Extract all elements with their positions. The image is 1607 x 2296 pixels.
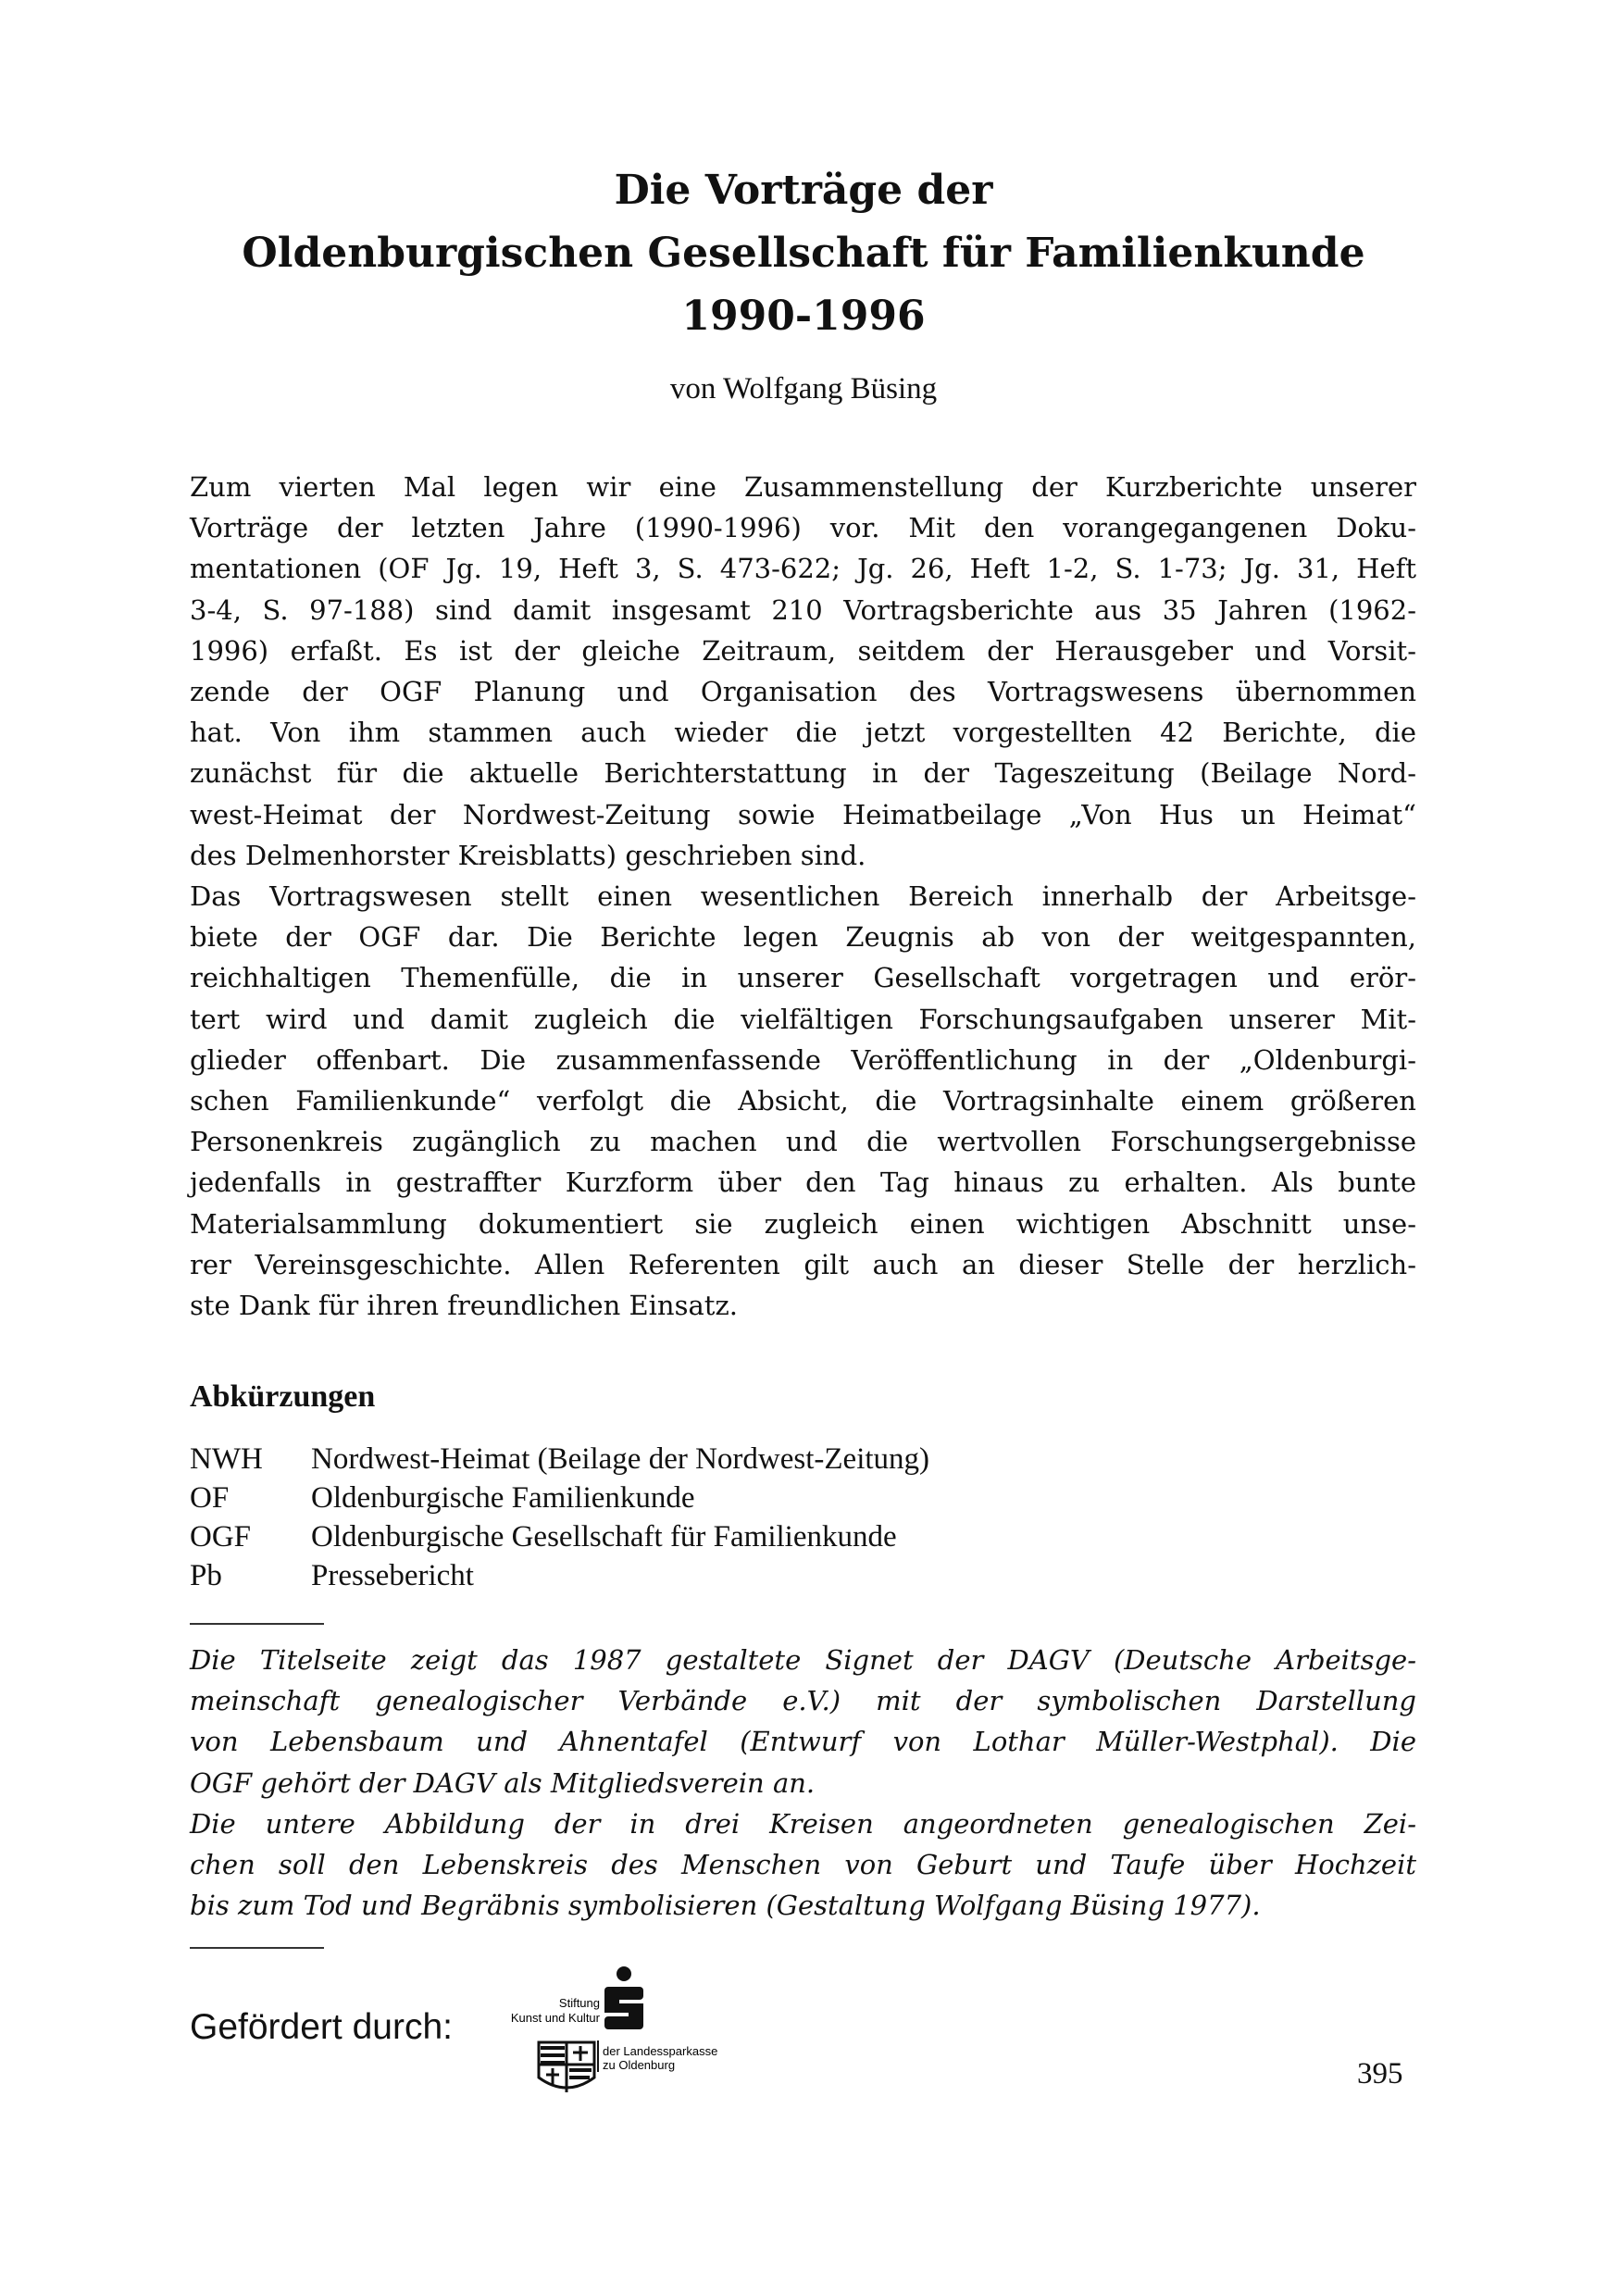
- page-title: [0, 159, 1607, 348]
- body-line: Personenkreis zugänglich zu machen und die wertvollen Forschungsergebnisse: [190, 1126, 1416, 1158]
- logo-text-art-culture: Kunst und Kultur: [510, 2011, 600, 2025]
- abbreviation-key: OF: [190, 1481, 230, 1515]
- body-line: hat. Von ihm stammen auch wieder die jetzt vorgestellten 42 Berichte, die: [190, 717, 1416, 749]
- title-line-2: Oldenburgischen Gesellschaft für Familienkunde: [242, 230, 1365, 277]
- logo-text-city: zu Oldenburg: [603, 2058, 676, 2072]
- body-line: tert wird und damit zugleich die vielfältigen Forschungsaufgaben unserer Mit-: [190, 1003, 1416, 1035]
- sponsor-label: Gefördert durch:: [190, 2007, 453, 2047]
- caption-line: Die Titelseite zeigt das 1987 gestaltete Signet der DAGV (Deutsche Arbeitsge-: [190, 1644, 1416, 1676]
- title-line-1: Die Vorträge der: [614, 167, 993, 214]
- body-line: Materialsammlung dokumentiert sie zugleich einen wichtigen Abschnitt unse-: [190, 1207, 1416, 1240]
- body-line: glieder offenbart. Die zusammenfassende Veröffentlichung in der „Oldenburgi-: [190, 1043, 1416, 1076]
- abbreviation-key: OGF: [190, 1520, 252, 1554]
- logo-text-bank: der Landessparkasse: [603, 2044, 718, 2058]
- logo-text-foundation: Stiftung: [558, 1996, 600, 2010]
- abbreviation-value: Oldenburgische Familienkunde: [311, 1481, 695, 1515]
- abbreviation-key: Pb: [190, 1559, 222, 1592]
- caption-line: bis zum Tod und Begräbnis symbolisieren (Gestaltung Wolfgang Büsing 1977).: [190, 1890, 1261, 1922]
- body-line: schen Familienkunde“ verfolgt die Absicht, die Vortragsinhalte einem größeren: [190, 1085, 1416, 1117]
- abbreviation-value: Nordwest-Heimat (Beilage der Nordwest-Zeitung): [311, 1442, 930, 1476]
- author-line: von Wolfgang Büsing: [669, 372, 938, 406]
- separator-rule: [190, 1947, 324, 1949]
- intro-paragraph: [190, 467, 1416, 1326]
- abbreviations-heading: Abkürzungen: [190, 1379, 376, 1414]
- body-line: ste Dank für ihren freundlichen Einsatz.: [190, 1290, 738, 1322]
- body-line: mentationen (OF Jg. 19, Heft 3, S. 473-622; Jg. 26, Heft 1-2, S. 1-73; Jg. 31, Heft: [190, 553, 1416, 585]
- sparkasse-logo-icon: [481, 1963, 759, 2102]
- body-line: des Delmenhorster Kreisblatts) geschrieben sind.: [190, 839, 866, 871]
- separator-rule: [190, 1623, 324, 1625]
- abbreviation-key: NWH: [190, 1442, 263, 1476]
- body-line: 1996) erfaßt. Es ist der gleiche Zeitraum, seitdem der Herausgeber und Vorsit-: [190, 634, 1416, 667]
- body-line: Das Vortragswesen stellt einen wesentlichen Bereich innerhalb der Arbeitsge-: [190, 880, 1416, 913]
- body-line: 3-4, S. 97-188) sind damit insgesamt 210 Vortragsberichte aus 35 Jahren (1962-: [190, 593, 1416, 626]
- body-line: reichhaltigen Themenfülle, die in unserer Gesellschaft vorgetragen und erör-: [190, 962, 1416, 994]
- cover-caption: [190, 1640, 1416, 1926]
- abbreviations-list: [190, 1440, 929, 1595]
- caption-line: chen soll den Lebenskreis des Menschen von Geburt und Taufe über Hochzeit: [190, 1849, 1416, 1881]
- body-line: jedenfalls in gestraffter Kurzform über den Tag hinaus zu erhalten. Als bunte: [190, 1167, 1416, 1199]
- body-line: zende der OGF Planung und Organisation des Vortragswesens übernommen: [190, 676, 1416, 708]
- sparkasse-foundation-logo: [481, 1963, 759, 2105]
- caption-line: OGF gehört der DAGV als Mitgliedsverein an.: [190, 1766, 816, 1799]
- body-line: rer Vereinsgeschichte. Allen Referenten gilt auch an dieser Stelle der herzlich-: [190, 1248, 1416, 1280]
- body-line: zunächst für die aktuelle Berichterstattung in der Tageszeitung (Beilage Nord-: [190, 757, 1416, 790]
- abbreviation-value: Oldenburgische Gesellschaft für Familienkunde: [311, 1520, 897, 1554]
- abbreviation-row: [190, 1440, 929, 1479]
- body-line: Zum vierten Mal legen wir eine Zusammenstellung der Kurzberichte unserer: [190, 471, 1416, 503]
- title-line-3: 1990-1996: [681, 293, 926, 340]
- body-line: Vorträge der letzten Jahre (1990-1996) vor. Mit den vorangegangenen Doku-: [190, 512, 1416, 544]
- caption-line: von Lebensbaum und Ahnentafel (Entwurf von Lothar Müller-Westphal). Die: [190, 1726, 1416, 1758]
- abbreviation-row: [190, 1556, 929, 1595]
- caption-line: Die untere Abbildung der in drei Kreisen angeordneten genealogischen Zei-: [190, 1807, 1416, 1840]
- caption-line: meinschaft genealogischer Verbände e.V.) mit der symbolischen Darstellung: [190, 1685, 1416, 1717]
- abbreviation-value: Pressebericht: [311, 1559, 474, 1592]
- abbreviation-row: [190, 1517, 929, 1556]
- body-line: biete der OGF dar. Die Berichte legen Zeugnis ab von der weitgespannten,: [190, 921, 1416, 954]
- page-number: 395: [1357, 2057, 1403, 2090]
- body-line: west-Heimat der Nordwest-Zeitung sowie Heimatbeilage „Von Hus un Heimat“: [190, 798, 1416, 830]
- abbreviation-row: [190, 1479, 929, 1517]
